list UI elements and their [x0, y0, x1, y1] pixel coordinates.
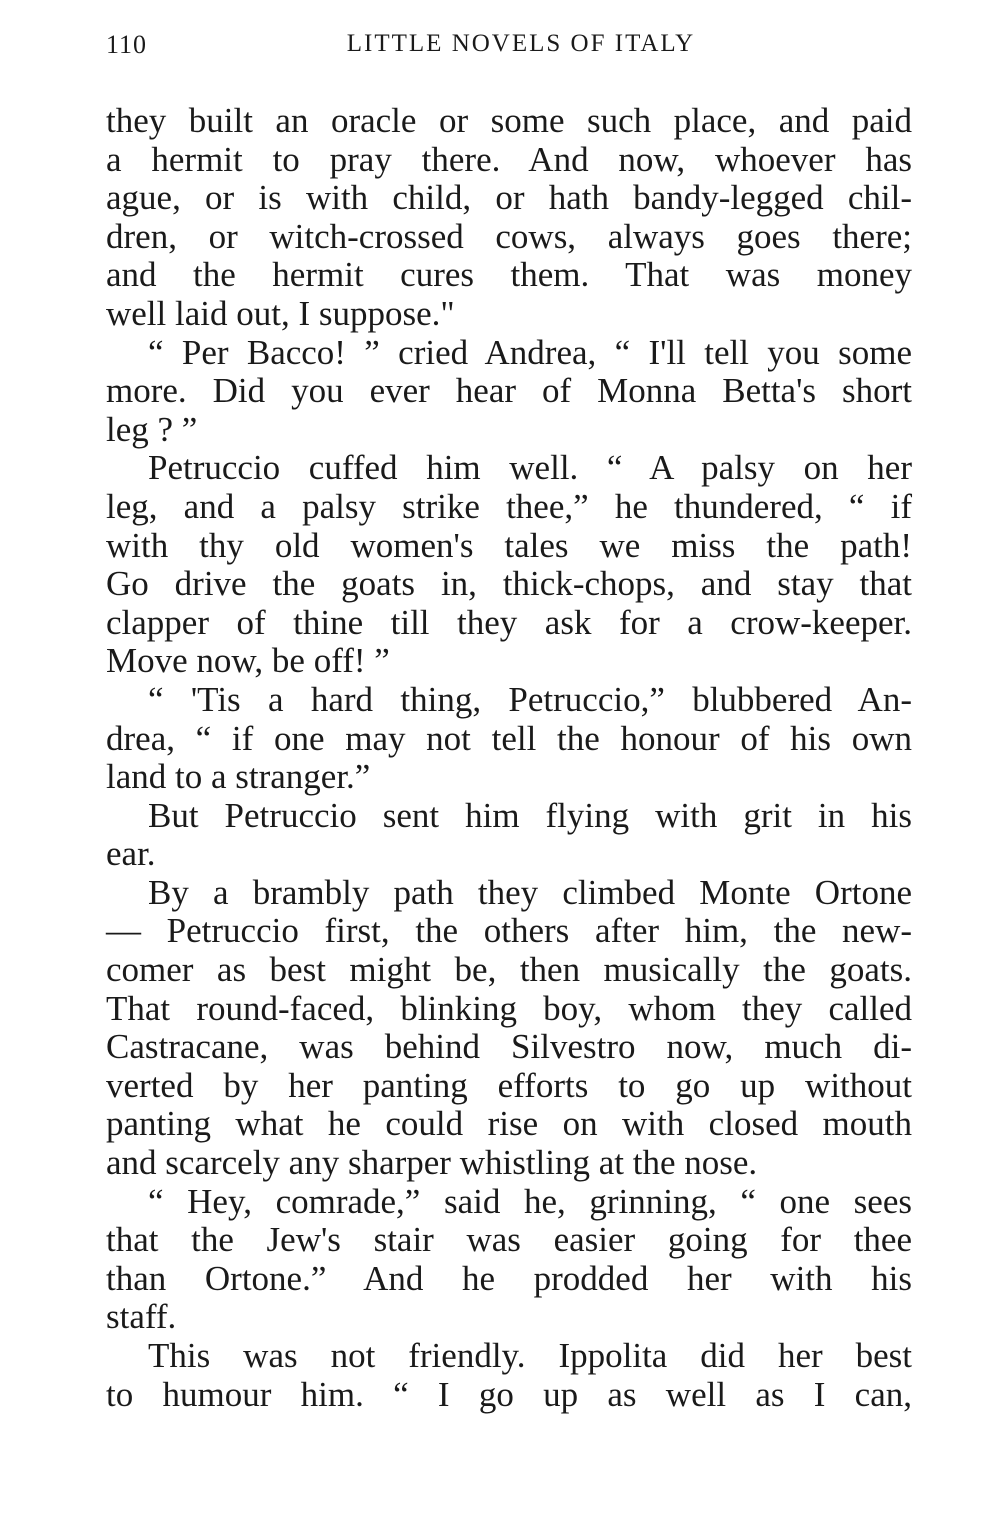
page-number: 110	[106, 30, 148, 59]
text-line: Go drive the goats in, thick-chops, and stay that	[106, 564, 912, 604]
running-title: LITTLE NOVELS OF ITALY	[346, 30, 696, 57]
text-line: But Petruccio sent him flying with grit in his	[148, 795, 912, 835]
text-line: verted by her panting efforts to go up without	[106, 1065, 912, 1105]
text-line: By a brambly path they climbed Monte Ortone	[148, 872, 912, 912]
text-line: and scarcely any sharper whistling at the nose.	[106, 1143, 758, 1183]
running-head	[106, 30, 916, 70]
text-line: well laid out, I suppose."	[106, 293, 455, 333]
text-line: This was not friendly. Ippolita did her best	[148, 1336, 912, 1375]
text-line: ague, or is with child, or hath bandy-legged chil-	[106, 178, 912, 218]
text-line: with thy old women's tales we miss the path!	[106, 525, 912, 565]
text-line: staff.	[106, 1297, 177, 1337]
text-line: drea, “ if one may not tell the honour of his own	[106, 718, 912, 758]
text-line: “ 'Tis a hard thing, Petruccio,” blubbered An-	[148, 679, 912, 719]
text-line: clapper of thine till they ask for a crow-keeper.	[106, 602, 912, 642]
text-line: leg ? ”	[106, 409, 198, 449]
text-line: panting what he could rise on with closed mouth	[106, 1104, 912, 1144]
text-line: land to a stranger.”	[106, 757, 371, 797]
text-line: Petruccio cuffed him well. “ A palsy on her	[148, 448, 912, 488]
text-line: they built an oracle or some such place, and paid	[106, 101, 912, 140]
text-line: Move now, be off! ”	[106, 641, 390, 681]
text-line: Castracane, was behind Silvestro now, much di-	[106, 1027, 912, 1067]
text-line: dren, or witch-crossed cows, always goes there;	[106, 216, 912, 256]
body-text	[106, 102, 912, 1414]
text-line: That round-faced, blinking boy, whom they called	[106, 988, 912, 1028]
text-line: to humour him. “ I go up as well as I can,	[106, 1374, 912, 1414]
text-line: “ Per Bacco! ” cried Andrea, “ I'll tell you some	[148, 332, 912, 372]
text-line: a hermit to pray there. And now, whoever has	[106, 139, 912, 179]
text-line: ear.	[106, 834, 156, 874]
text-line: and the hermit cures them. That was money	[106, 255, 912, 295]
text-line: comer as best might be, then musically the goats.	[106, 950, 912, 990]
text-line: leg, and a palsy strike thee,” he thundered, “ if	[106, 486, 912, 526]
text-line: more. Did you ever hear of Monna Betta's short	[106, 371, 912, 411]
text-line: that the Jew's stair was easier going for thee	[106, 1220, 912, 1260]
text-line: than Ortone.” And he prodded her with his	[106, 1258, 912, 1298]
text-line: — Petruccio first, the others after him, the new-	[106, 911, 912, 951]
text-line: “ Hey, comrade,” said he, grinning, “ one sees	[148, 1181, 912, 1221]
